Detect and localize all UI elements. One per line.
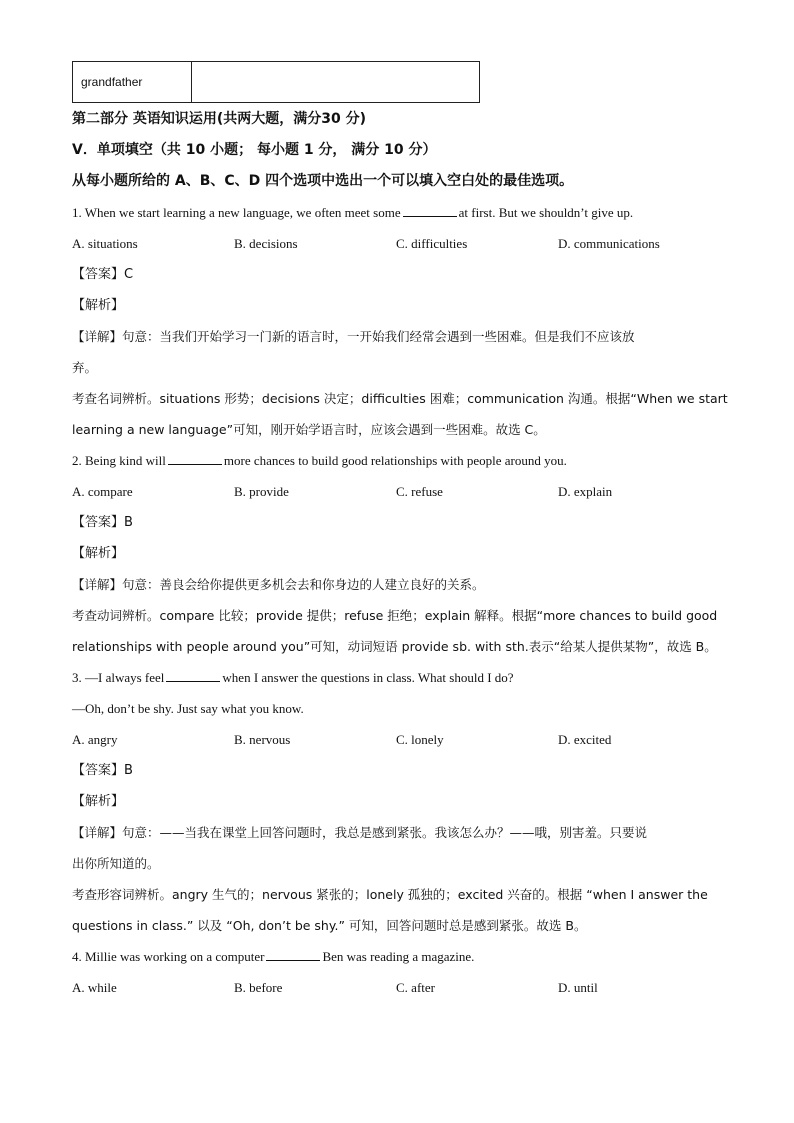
- option-b: B. provide: [234, 484, 289, 499]
- option-d: D. until: [558, 980, 598, 995]
- question-2-analysis-tag: 【解析】: [72, 546, 125, 561]
- option-a: A. while: [72, 980, 117, 995]
- option-d: D. communications: [558, 236, 660, 251]
- vocabulary-table: [72, 61, 480, 103]
- question-3-detail-line-1: 【详解】句意：——当我在课堂上回答问题时，我总是感到紧张。我该怎么办？——哦，别害羞。只要说: [72, 825, 648, 840]
- part-heading: 第二部分 英语知识运用(共两大题，满分30 分): [72, 111, 367, 127]
- question-4-stem: 4. Millie was working on a computer Ben was reading a magazine.: [72, 949, 475, 964]
- question-2-reason-line-1: 考查动词辨析。compare 比较；provide 提供；refuse 拒绝；explain 解释。根据“more chances to build good: [72, 608, 718, 623]
- question-3-answer: 【答案】B: [72, 763, 133, 778]
- option-c: C. refuse: [396, 484, 443, 499]
- option-c: C. lonely: [396, 732, 444, 747]
- option-a: A. situations: [72, 236, 138, 251]
- option-a: A. angry: [72, 732, 118, 747]
- table-cell-word: grandfather: [73, 62, 192, 103]
- section-heading: V．单项填空（共 10 小题； 每小题 1 分， 满分 10 分）: [72, 142, 437, 158]
- answer-blank: [403, 204, 457, 217]
- document-content: [72, 104, 732, 1003]
- answer-blank: [266, 948, 320, 961]
- option-d: D. explain: [558, 484, 613, 499]
- question-1-stem: 1. When we start learning a new language, we often meet some at first. But we shouldn’t give up.: [72, 205, 634, 220]
- question-2-stem: 2. Being kind will more chances to build good relationships with people around you.: [72, 453, 567, 468]
- question-2-answer: 【答案】B: [72, 515, 133, 530]
- question-1-analysis-tag: 【解析】: [72, 298, 125, 313]
- answer-blank: [168, 452, 222, 465]
- question-3-stem-line-2: —Oh, don’t be shy. Just say what you know.: [72, 701, 304, 716]
- question-1-reason-line-1: 考查名词辨析。situations 形势；decisions 决定；difficulties 困难；communication 沟通。根据“When we start: [72, 391, 728, 406]
- option-d: D. excited: [558, 732, 612, 747]
- question-2-detail-line-1: 【详解】句意：善良会给你提供更多机会去和你身边的人建立良好的关系。: [72, 577, 485, 592]
- question-4-options: [72, 972, 732, 1003]
- question-2-options: [72, 476, 732, 507]
- question-3-options: [72, 724, 732, 755]
- instruction: 从每小题所给的 A、B、C、D 四个选项中选出一个可以填入空白处的最佳选项。: [72, 173, 574, 189]
- question-1-reason-line-2: learning a new language”可知，刚开始学语言时，应该会遇到一些困难。故选 C。: [72, 422, 546, 437]
- option-c: C. after: [396, 980, 435, 995]
- question-2-reason-line-2: relationships with people around you”可知，动词短语 provide sb. with sth.表示“给某人提供某物”，故选 B。: [72, 639, 717, 654]
- answer-blank: [166, 669, 220, 682]
- question-1-answer: 【答案】C: [72, 267, 134, 282]
- question-3-reason-line-1: 考查形容词辨析。angry 生气的；nervous 紧张的；lonely 孤独的；excited 兴奋的。根据 “when I answer the: [72, 887, 708, 902]
- option-b: B. nervous: [234, 732, 291, 747]
- option-b: B. decisions: [234, 236, 298, 251]
- question-1-detail-line-1: 【详解】句意：当我们开始学习一门新的语言时，一开始我们经常会遇到一些困难。但是我们不应该放: [72, 329, 635, 344]
- question-3-reason-line-2: questions in class.” 以及 “Oh, don’t be shy.” 可知，回答问题时总是感到紧张。故选 B。: [72, 918, 587, 933]
- option-c: C. difficulties: [396, 236, 468, 251]
- option-b: B. before: [234, 980, 283, 995]
- option-a: A. compare: [72, 484, 133, 499]
- question-3-stem: 3. —I always feel when I answer the questions in class. What should I do?: [72, 670, 514, 685]
- question-3-analysis-tag: 【解析】: [72, 794, 125, 809]
- table-row: [73, 62, 480, 103]
- question-3-detail-line-2: 出你所知道的。: [72, 856, 160, 871]
- question-1-options: [72, 228, 732, 259]
- table-cell-blank: [192, 62, 480, 103]
- question-1-detail-line-2: 弃。: [72, 360, 98, 375]
